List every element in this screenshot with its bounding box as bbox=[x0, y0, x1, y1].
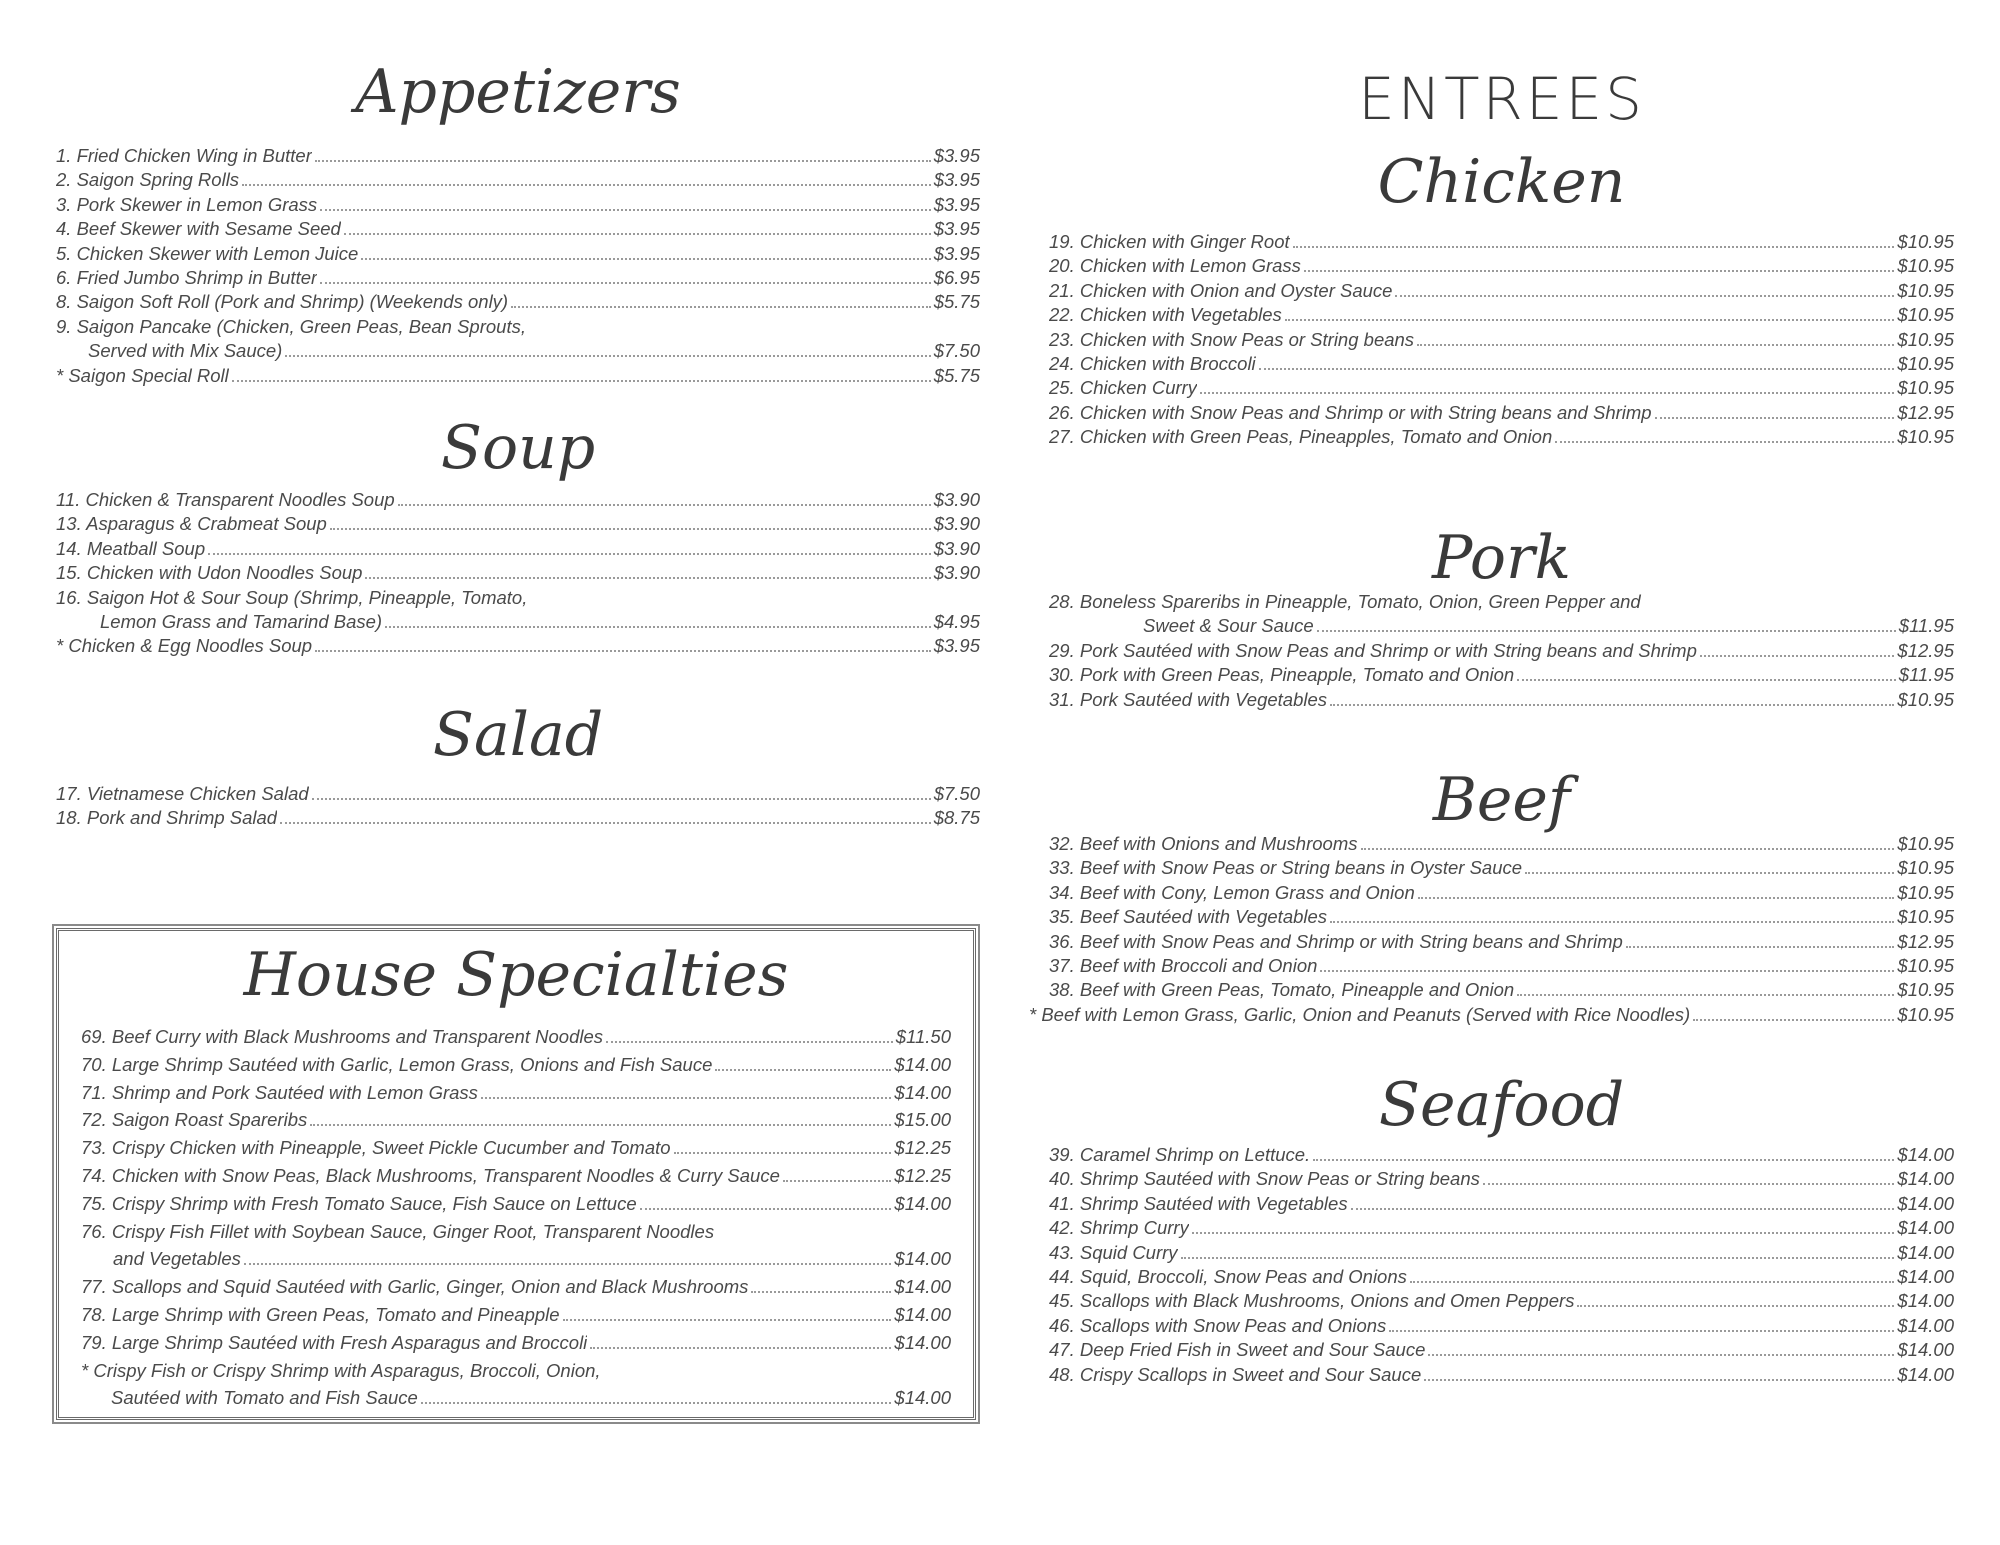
salad-title: Salad bbox=[432, 700, 604, 770]
menu-item: 13. Asparagus & Crabmeat Soup $3.90 bbox=[56, 513, 980, 535]
house-specialties-list bbox=[81, 1023, 951, 1412]
menu-item-continuation: Sweet & Sour Sauce $11.95 bbox=[1143, 615, 1954, 637]
menu-item: 78. Large Shrimp with Green Peas, Tomato and Pineapple $14.00 bbox=[81, 1303, 951, 1325]
menu-item: 19. Chicken with Ginger Root $10.95 bbox=[1049, 231, 1954, 252]
chicken-list bbox=[1049, 230, 1954, 450]
menu-item: 38. Beef with Green Peas, Tomato, Pineapple and Onion $10.95 bbox=[1049, 979, 1954, 1001]
menu-item: 70. Large Shrimp Sautéed with Garlic, Lemon Grass, Onions and Fish Sauce $14.00 bbox=[81, 1053, 951, 1075]
menu-item: 45. Scallops with Black Mushrooms, Onions and Omen Peppers $14.00 bbox=[1049, 1290, 1954, 1312]
menu-item: 6. Fried Jumbo Shrimp in Butter $6.95 bbox=[56, 267, 980, 289]
menu-item: 47. Deep Fried Fish in Sweet and Sour Sauce $14.00 bbox=[1049, 1339, 1954, 1361]
menu-item: 11. Chicken & Transparent Noodles Soup $3.90 bbox=[56, 489, 980, 510]
menu-item: 71. Shrimp and Pork Sautéed with Lemon Grass $14.00 bbox=[81, 1081, 951, 1103]
menu-item: 24. Chicken with Broccoli $10.95 bbox=[1049, 353, 1954, 375]
menu-item: 33. Beef with Snow Peas or String beans in Oyster Sauce $10.95 bbox=[1049, 857, 1954, 879]
menu-item-continuation: and Vegetables $14.00 bbox=[113, 1248, 951, 1270]
menu-item: 3. Pork Skewer in Lemon Grass $3.95 bbox=[56, 193, 980, 215]
menu-item: 1. Fried Chicken Wing in Butter $3.95 bbox=[56, 145, 980, 166]
menu-item: 41. Shrimp Sautéed with Vegetables $14.00 bbox=[1049, 1192, 1954, 1214]
menu-item: 48. Crispy Scallops in Sweet and Sour Sauce $14.00 bbox=[1049, 1363, 1954, 1385]
menu-item: * Beef with Lemon Grass, Garlic, Onion and Peanuts (Served with Rice Noodles) $10.95 bbox=[1029, 1003, 1954, 1025]
appetizers-list bbox=[56, 144, 980, 388]
chicken-title: Chicken bbox=[1377, 147, 1626, 217]
menu-item: 72. Saigon Roast Spareribs $15.00 bbox=[81, 1109, 951, 1131]
menu-item: 46. Scallops with Snow Peas and Onions $14.00 bbox=[1049, 1314, 1954, 1336]
menu-item: 23. Chicken with Snow Peas or String beans $10.95 bbox=[1049, 328, 1954, 350]
menu-item: 16. Saigon Hot & Sour Soup (Shrimp, Pineapple, Tomato, bbox=[56, 586, 528, 608]
menu-item: 34. Beef with Cony, Lemon Grass and Onion $10.95 bbox=[1049, 881, 1954, 903]
menu-item: 18. Pork and Shrimp Salad $8.75 bbox=[56, 807, 980, 829]
menu-item: 32. Beef with Onions and Mushrooms $10.95 bbox=[1049, 833, 1954, 854]
menu-item: 26. Chicken with Snow Peas and Shrimp or with String beans and Shrimp $12.95 bbox=[1049, 401, 1954, 423]
menu-item: 37. Beef with Broccoli and Onion $10.95 bbox=[1049, 955, 1954, 977]
menu-item: 20. Chicken with Lemon Grass $10.95 bbox=[1049, 255, 1954, 277]
menu-item: 30. Pork with Green Peas, Pineapple, Tomato and Onion $11.95 bbox=[1049, 664, 1954, 686]
menu-item: 4. Beef Skewer with Sesame Seed $3.95 bbox=[56, 218, 980, 240]
menu-item-continuation: Served with Mix Sauce) $7.50 bbox=[88, 340, 980, 362]
menu-item: 8. Saigon Soft Roll (Pork and Shrimp) (Weekends only) $5.75 bbox=[56, 291, 980, 313]
appetizers-title: Appetizers bbox=[355, 57, 681, 127]
menu-item: 28. Boneless Spareribs in Pineapple, Tomato, Onion, Green Pepper and bbox=[1049, 591, 1641, 612]
menu-item-continuation: Lemon Grass and Tamarind Base) $4.95 bbox=[100, 611, 980, 633]
menu-item: 25. Chicken Curry $10.95 bbox=[1049, 377, 1954, 399]
menu-item: 39. Caramel Shrimp on Lettuce. $14.00 bbox=[1049, 1144, 1954, 1165]
menu-item: 44. Squid, Broccoli, Snow Peas and Onions $14.00 bbox=[1049, 1266, 1954, 1288]
menu-item: 74. Chicken with Snow Peas, Black Mushrooms, Transparent Noodles & Curry Sauce $12.25 bbox=[81, 1164, 951, 1186]
beef-title: Beef bbox=[1432, 765, 1571, 835]
pork-title: Pork bbox=[1431, 523, 1572, 593]
menu-item: 77. Scallops and Squid Sautéed with Garlic, Ginger, Onion and Black Mushrooms $14.00 bbox=[81, 1276, 951, 1298]
menu-item: 43. Squid Curry $14.00 bbox=[1049, 1241, 1954, 1263]
menu-item: 22. Chicken with Vegetables $10.95 bbox=[1049, 304, 1954, 326]
menu-item: 42. Shrimp Curry $14.00 bbox=[1049, 1217, 1954, 1239]
menu-item: 21. Chicken with Onion and Oyster Sauce $10.95 bbox=[1049, 279, 1954, 301]
menu-item: 9. Saigon Pancake (Chicken, Green Peas, Bean Sprouts, bbox=[56, 315, 526, 337]
menu-item: 15. Chicken with Udon Noodles Soup $3.90 bbox=[56, 562, 980, 584]
menu-item: 17. Vietnamese Chicken Salad $7.50 bbox=[56, 783, 980, 804]
menu-item: * Chicken & Egg Noodles Soup $3.95 bbox=[56, 635, 980, 657]
pork-list bbox=[1049, 590, 1954, 712]
entrees-title: ENTREES bbox=[1358, 65, 1645, 133]
soup-list bbox=[56, 488, 980, 659]
salad-list bbox=[56, 782, 980, 831]
menu-item: 31. Pork Sautéed with Vegetables $10.95 bbox=[1049, 688, 1954, 710]
menu-item: * Saigon Special Roll $5.75 bbox=[56, 364, 980, 386]
menu-item: 79. Large Shrimp Sautéed with Fresh Asparagus and Broccoli $14.00 bbox=[81, 1331, 951, 1353]
menu-item: 36. Beef with Snow Peas and Shrimp or with String beans and Shrimp $12.95 bbox=[1049, 930, 1954, 952]
seafood-list bbox=[1049, 1143, 1954, 1387]
house-specialties-title: House Specialties bbox=[243, 940, 789, 1010]
menu-item: 73. Crispy Chicken with Pineapple, Sweet Pickle Cucumber and Tomato $12.25 bbox=[81, 1137, 951, 1159]
menu-item: 35. Beef Sautéed with Vegetables $10.95 bbox=[1049, 906, 1954, 928]
menu-item: 76. Crispy Fish Fillet with Soybean Sauce, Ginger Root, Transparent Noodles bbox=[81, 1220, 715, 1242]
menu-item: 14. Meatball Soup $3.90 bbox=[56, 537, 980, 559]
house-specialties-box bbox=[56, 928, 976, 1420]
menu-item: 40. Shrimp Sautéed with Snow Peas or String beans $14.00 bbox=[1049, 1168, 1954, 1190]
beef-list bbox=[1029, 832, 1954, 1027]
menu-item: 75. Crispy Shrimp with Fresh Tomato Sauce, Fish Sauce on Lettuce $14.00 bbox=[81, 1192, 951, 1214]
menu-item: 29. Pork Sautéed with Snow Peas and Shrimp or with String beans and Shrimp $12.95 bbox=[1049, 639, 1954, 661]
menu-item: 2. Saigon Spring Rolls $3.95 bbox=[56, 169, 980, 191]
menu-item: 5. Chicken Skewer with Lemon Juice $3.95 bbox=[56, 242, 980, 264]
soup-title: Soup bbox=[440, 413, 596, 483]
menu-item: 27. Chicken with Green Peas, Pineapples, Tomato and Onion $10.95 bbox=[1049, 426, 1954, 448]
menu-item: 69. Beef Curry with Black Mushrooms and Transparent Noodles $11.50 bbox=[81, 1026, 951, 1047]
menu-item: * Crispy Fish or Crispy Shrimp with Asparagus, Broccoli, Onion, bbox=[81, 1359, 601, 1381]
menu-item-continuation: Sautéed with Tomato and Fish Sauce $14.00 bbox=[111, 1387, 951, 1409]
seafood-title: Seafood bbox=[1378, 1070, 1625, 1140]
